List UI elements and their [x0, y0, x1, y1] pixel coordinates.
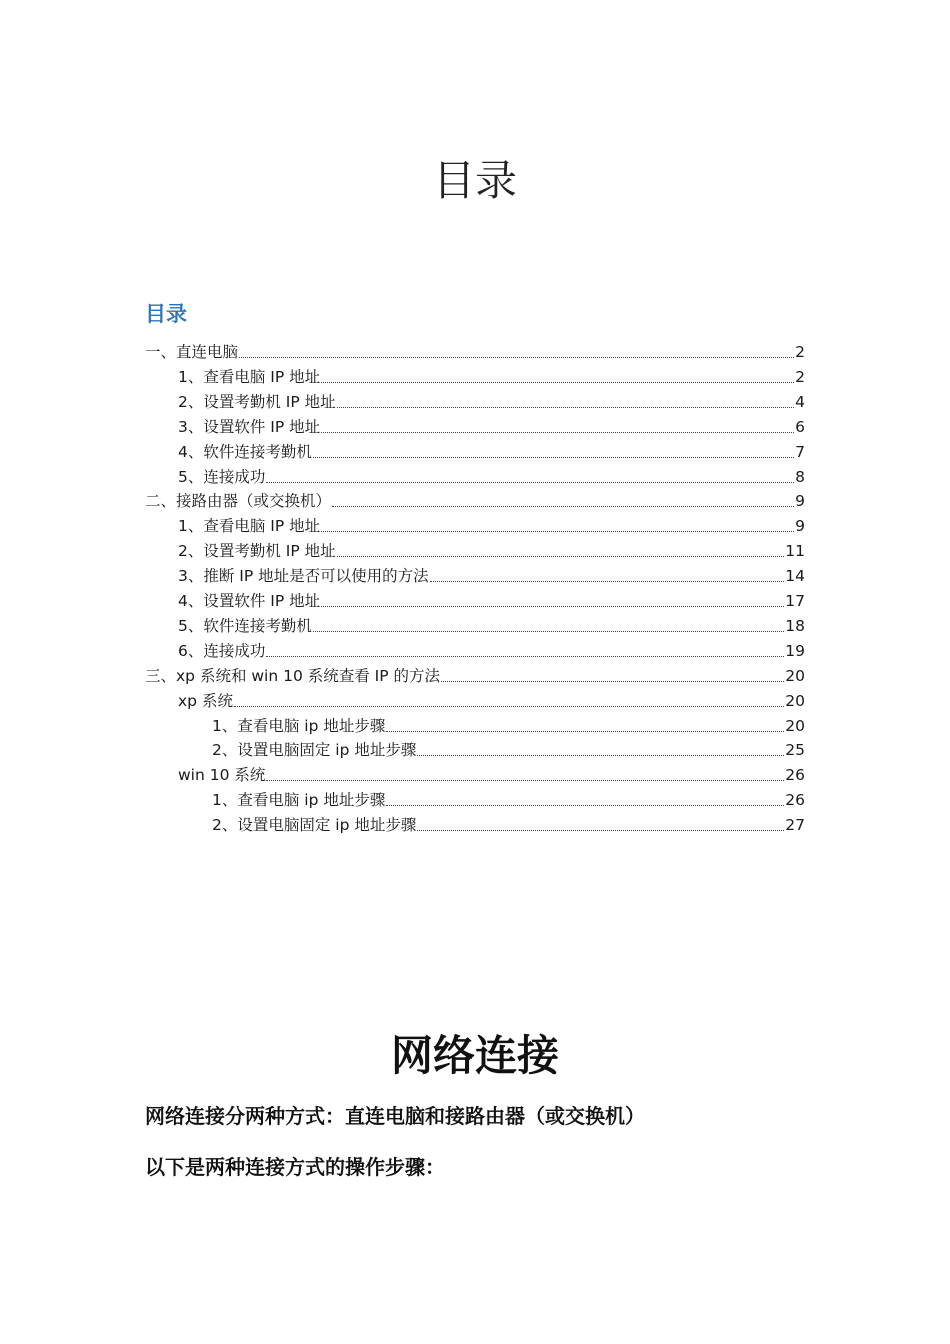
- toc-entry-page: 7: [795, 442, 805, 461]
- toc-entry-page: 25: [785, 741, 805, 760]
- toc-entry-label: 3、推断 IP 地址是否可以使用的方法: [178, 567, 429, 586]
- toc-leader-dots: [337, 406, 794, 408]
- toc-entry[interactable]: [178, 466, 805, 488]
- toc-entry-page: 17: [785, 592, 805, 610]
- toc-entry-page: 11: [785, 542, 805, 561]
- toc-entry-page: 9: [795, 517, 805, 536]
- toc-entry[interactable]: [212, 715, 805, 737]
- toc-entry-label: 3、设置软件 IP 地址: [178, 417, 321, 436]
- page-title: 目录: [432, 156, 517, 205]
- toc-entry-label: 2、设置考勤机 IP 地址: [178, 392, 336, 411]
- toc-entry[interactable]: [212, 814, 805, 836]
- section-title: 网络连接: [390, 1031, 559, 1080]
- toc-leader-dots: [337, 555, 785, 557]
- toc-entry[interactable]: [178, 640, 805, 662]
- toc-leader-dots: [417, 754, 784, 756]
- toc-entry-page: 2: [795, 343, 805, 361]
- toc-entry[interactable]: [178, 515, 805, 537]
- toc-entry-label: 1、查看电脑 ip 地址步骤: [212, 791, 386, 810]
- toc-entry-label: win 10 系统: [178, 766, 266, 785]
- toc-leader-dots: [266, 779, 784, 781]
- toc-leader-dots: [417, 829, 784, 831]
- toc-entry-label: 2、设置电脑固定 ip 地址步骤: [212, 816, 417, 835]
- toc-heading: 目录: [145, 302, 187, 326]
- steps-paragraph: 以下是两种连接方式的操作步骤：: [145, 1155, 445, 1179]
- toc-entry-label: 5、软件连接考勤机: [178, 616, 312, 635]
- toc-entry-label: 一、直连电脑: [145, 343, 239, 361]
- toc-entry[interactable]: [178, 540, 805, 562]
- toc-entry-page: 27: [785, 816, 805, 835]
- toc-leader-dots: [386, 804, 784, 806]
- toc-entry[interactable]: [178, 441, 805, 463]
- toc-entry-label: 4、软件连接考勤机: [178, 442, 312, 461]
- toc-entry-page: 19: [785, 641, 805, 660]
- toc-entry-page: 20: [785, 691, 805, 710]
- toc-leader-dots: [441, 680, 784, 682]
- toc-entry[interactable]: [178, 391, 805, 413]
- toc-entry-label: 2、设置考勤机 IP 地址: [178, 542, 336, 561]
- toc-entry-page: 18: [785, 616, 805, 635]
- toc-leader-dots: [321, 530, 794, 532]
- toc-leader-dots: [321, 605, 784, 607]
- toc-leader-dots: [266, 481, 794, 483]
- toc-entry-page: 8: [795, 467, 805, 486]
- toc-entry-label: 二、接路由器（或交换机）: [145, 492, 332, 511]
- toc-entry[interactable]: [178, 366, 805, 388]
- toc-leader-dots: [313, 630, 784, 632]
- toc-entry-page: 26: [785, 766, 805, 785]
- toc-entry[interactable]: [145, 665, 805, 687]
- toc-leader-dots: [430, 580, 785, 582]
- toc-leader-dots: [313, 456, 794, 458]
- toc-entry-page: 6: [795, 417, 805, 436]
- toc-entry-page: 2: [795, 367, 805, 386]
- toc-entry[interactable]: [178, 615, 805, 637]
- toc-entry-page: 26: [785, 791, 805, 810]
- toc-entry[interactable]: [212, 739, 805, 761]
- toc-entry[interactable]: [178, 416, 805, 438]
- toc-entry-label: 1、查看电脑 IP 地址: [178, 517, 321, 536]
- toc-entry-label: 1、查看电脑 ip 地址步骤: [212, 716, 386, 735]
- toc-entry-label: 2、设置电脑固定 ip 地址步骤: [212, 741, 417, 760]
- toc-entry[interactable]: [212, 789, 805, 811]
- toc-leader-dots: [332, 505, 794, 507]
- toc-entry[interactable]: [145, 490, 805, 512]
- toc-entry[interactable]: [145, 341, 805, 363]
- toc-entry-label: 6、连接成功: [178, 641, 266, 660]
- toc-entry[interactable]: [178, 565, 805, 587]
- toc-leader-dots: [266, 655, 784, 657]
- toc-entry-page: 20: [785, 666, 805, 685]
- toc-entry[interactable]: [178, 590, 805, 612]
- toc-entry-label: 1、查看电脑 IP 地址: [178, 367, 321, 386]
- toc-entry-label: 5、连接成功: [178, 467, 266, 486]
- intro-paragraph: 网络连接分两种方式：直连电脑和接路由器（或交换机）: [145, 1104, 645, 1128]
- toc-entry-label: xp 系统: [178, 691, 233, 710]
- toc-entry-label: 三、xp 系统和 win 10 系统查看 IP 的方法: [145, 666, 441, 685]
- toc-entry-page: 9: [795, 492, 805, 511]
- toc-entry-page: 20: [785, 716, 805, 735]
- toc-entry-page: 4: [795, 392, 805, 411]
- toc-leader-dots: [321, 431, 794, 433]
- toc-leader-dots: [234, 705, 784, 707]
- toc-leader-dots: [386, 730, 784, 732]
- toc-entry[interactable]: [178, 690, 805, 712]
- toc-leader-dots: [321, 381, 794, 383]
- toc-leader-dots: [239, 356, 794, 358]
- toc-entry-label: 4、设置软件 IP 地址: [178, 592, 321, 610]
- toc-entry[interactable]: [178, 764, 805, 786]
- toc-entry-page: 14: [785, 567, 805, 586]
